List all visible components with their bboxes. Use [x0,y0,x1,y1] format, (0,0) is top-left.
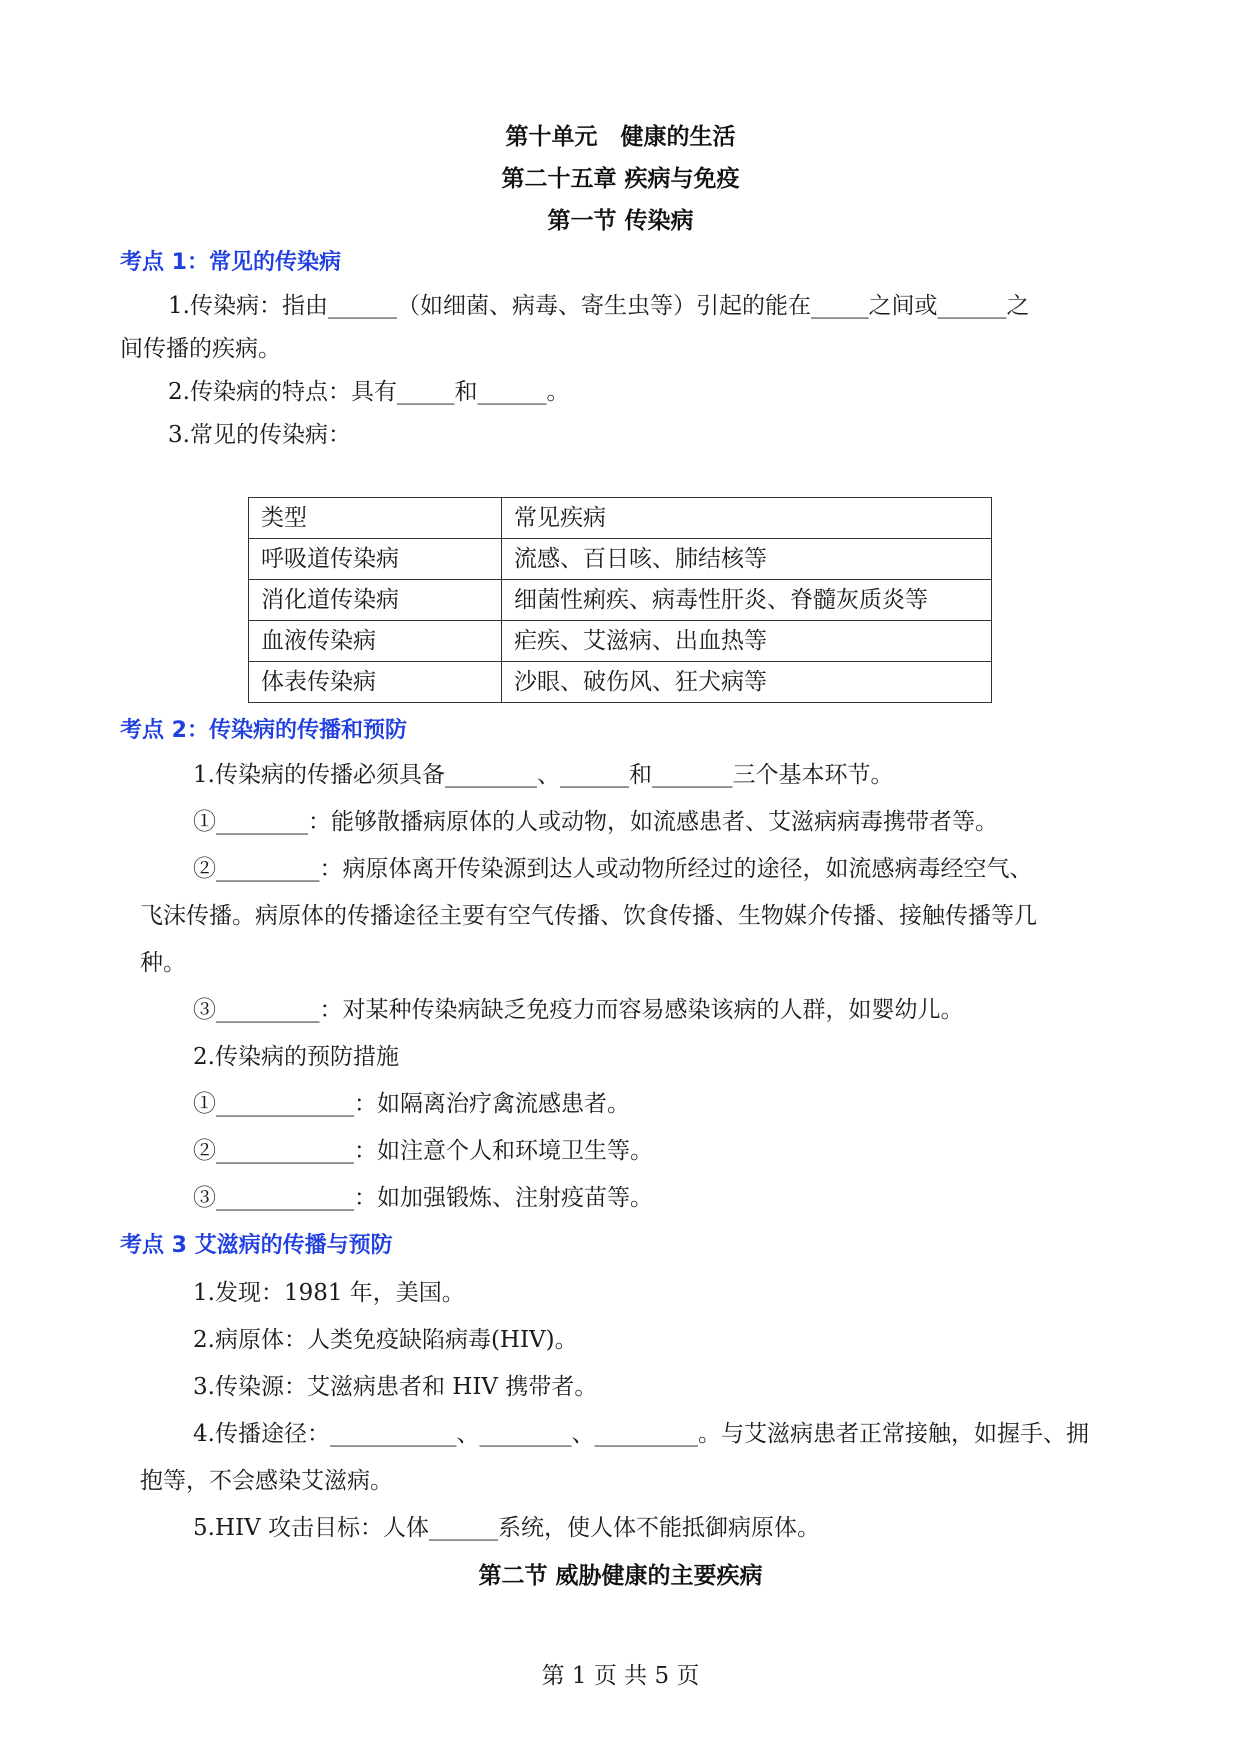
table-cell: 呼吸道传染病 [249,539,502,580]
table-row [249,580,992,621]
kp2-line-8: ③____________：如加强锻炼、注射疫苗等。 [193,1185,653,1211]
exam-point-2-heading: 考点 2：传染病的传播和预防 [120,718,407,743]
table-header-row [249,498,992,539]
kp3-line-4b: 抱等，不会感染艾滋病。 [140,1468,393,1494]
exam-point-3-heading: 考点 3 艾滋病的传播与预防 [120,1233,393,1258]
kp3-line-2: 2.病原体：人类免疫缺陷病毒(HIV)。 [193,1327,578,1353]
kp3-line-4a: 4.传播途径：___________、________、_________。与艾滋病患者正常接触，如握手、拥 [193,1421,1089,1447]
kp2-line-4: ③_________：对某种传染病缺乏免疫力而容易感染该病的人群，如婴幼儿。 [193,997,964,1023]
table-cell: 细菌性痢疾、病毒性肝炎、脊髓灰质炎等 [502,580,992,621]
table-cell: 血液传染病 [249,621,502,662]
kp1-line-2: 2.传染病的特点：具有_____和______。 [168,379,570,405]
chapter-title: 第二十五章 疾病与免疫 [501,166,740,192]
kp1-line-3: 3.常见的传染病： [168,422,351,448]
kp2-line-7: ②____________：如注意个人和环境卫生等。 [193,1138,653,1164]
kp2-line-3c: 种。 [140,950,186,976]
table-cell: 消化道传染病 [249,580,502,621]
table-cell: 疟疾、艾滋病、出血热等 [502,621,992,662]
table-row [249,539,992,580]
table-cell: 流感、百日咳、肺结核等 [502,539,992,580]
exam-point-1-heading: 考点 1：常见的传染病 [120,250,341,275]
kp2-line-5: 2.传染病的预防措施 [193,1044,399,1070]
table-row [249,662,992,703]
kp3-line-3: 3.传染源：艾滋病患者和 HIV 携带者。 [193,1374,598,1400]
page-footer: 第 1 页 共 5 页 [541,1663,700,1689]
section-title: 第一节 传染病 [547,208,694,234]
disease-table [248,497,992,703]
section-2-title: 第二节 威胁健康的主要疾病 [478,1563,763,1589]
table-row [249,621,992,662]
kp2-line-2: ①________：能够散播病原体的人或动物，如流感患者、艾滋病病毒携带者等。 [193,809,998,835]
kp1-line-1a: 1.传染病：指由______（如细菌、病毒、寄生虫等）引起的能在_____之间或______之 [168,293,1030,319]
unit-title: 第十单元 健康的生活 [505,124,736,150]
table-header-cell: 类型 [249,498,502,539]
kp2-line-3b: 飞沫传播。病原体的传播途径主要有空气传播、饮食传播、生物媒介传播、接触传播等几 [140,903,1037,929]
table-header-cell: 常见疾病 [502,498,992,539]
kp3-line-1: 1.发现：1981 年，美国。 [193,1280,465,1306]
kp2-line-1: 1.传染病的传播必须具备________、______和_______三个基本环节。 [193,762,894,788]
table-cell: 沙眼、破伤风、狂犬病等 [502,662,992,703]
kp1-line-1b: 间传播的疾病。 [120,336,281,362]
kp2-line-6: ①____________：如隔离治疗禽流感患者。 [193,1091,630,1117]
table-cell: 体表传染病 [249,662,502,703]
kp3-line-5: 5.HIV 攻击目标：人体______系统，使人体不能抵御病原体。 [193,1515,821,1541]
kp2-line-3a: ②_________：病原体离开传染源到达人或动物所经过的途径，如流感病毒经空气、 [193,856,1033,882]
